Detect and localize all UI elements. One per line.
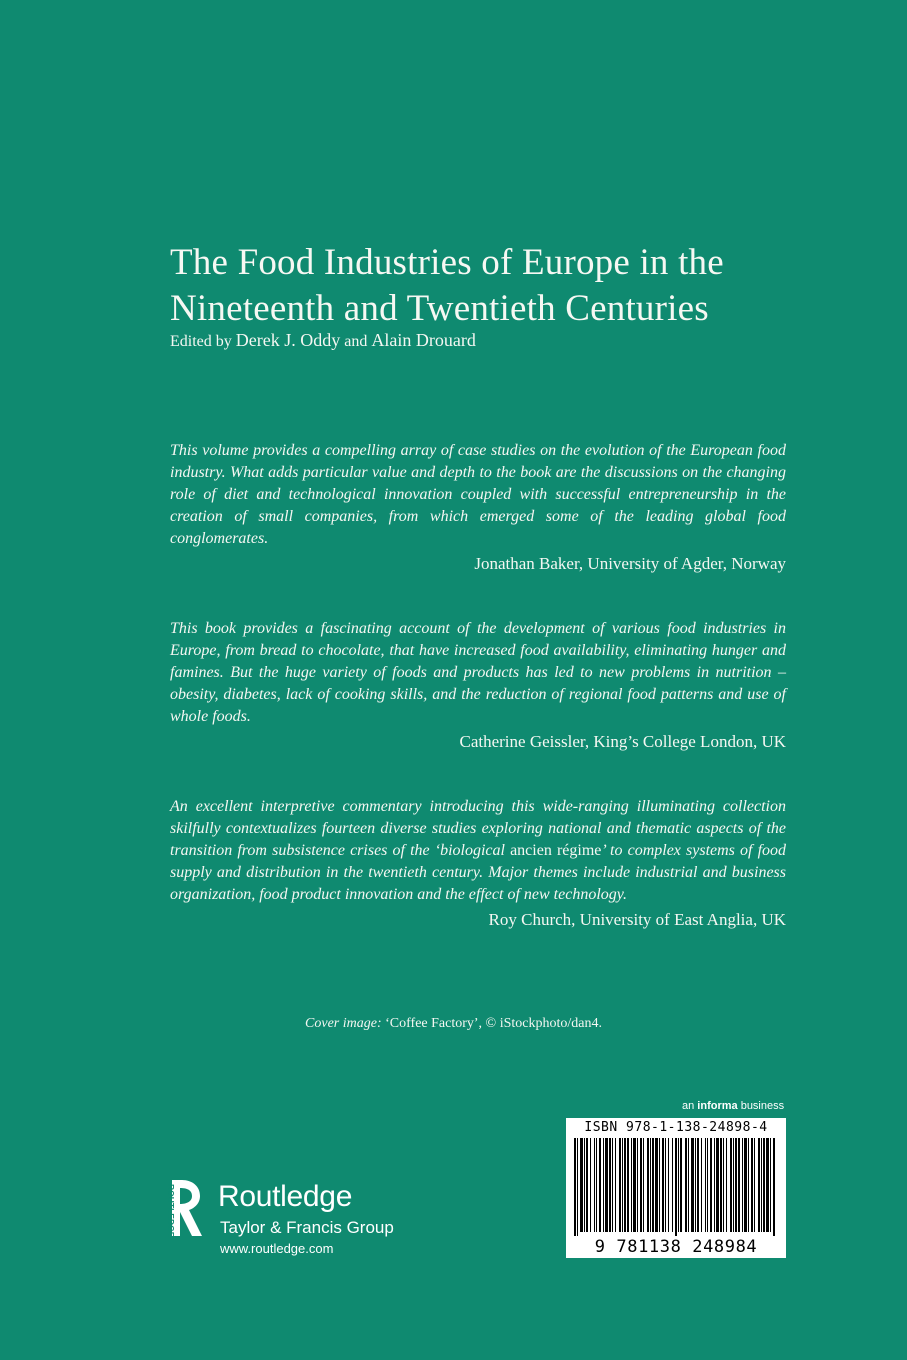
barcode-bar: [738, 1138, 740, 1232]
barcode-bar: [761, 1138, 762, 1232]
barcode-bar: [763, 1138, 765, 1232]
review-author: Catherine Geissler, King’s College London, UK: [459, 732, 786, 751]
barcode-bar: [766, 1138, 769, 1232]
barcode-bar: [754, 1138, 755, 1232]
barcode-bar: [730, 1138, 732, 1232]
cover-credit-text: ‘Coffee Factory’, © iStockphoto/dan4.: [381, 1016, 602, 1031]
isbn-label: ISBN 978-1-138-24898-4: [584, 1120, 768, 1135]
barcode-bar: [758, 1138, 760, 1232]
barcode-bar: [612, 1138, 613, 1232]
routledge-r-icon: [162, 1176, 210, 1248]
editor-1: Derek J. Oddy: [235, 330, 341, 350]
book-title: [170, 240, 850, 332]
ean-number: 9 781138 248984: [594, 1237, 758, 1257]
barcode-bar: [770, 1138, 771, 1232]
barcode-bar: [580, 1138, 583, 1232]
barcode-bar: [640, 1138, 642, 1232]
barcode-bar: [726, 1138, 727, 1232]
barcode-bar: [710, 1138, 712, 1232]
review-1: [170, 440, 786, 576]
barcode-bar: [605, 1138, 608, 1232]
barcode-bar: [637, 1138, 638, 1232]
barcode-bar: [584, 1138, 585, 1232]
review-quote-part-c: ’ to complex systems of food supply and distribution in the twentieth century. Major themes include industrial and business organization, food product innovation and the effect of new technology.: [170, 842, 787, 903]
title-line-2: Nineteenth and Twentieth Centuries: [170, 288, 709, 329]
barcode-bar: [748, 1138, 749, 1232]
cover-credit-label: Cover image:: [305, 1016, 382, 1031]
barcode-bar: [691, 1138, 694, 1232]
review-quote: This book provides a fascinating account of the development of various food industries in Europe, from bread to chocolate, that have increased food availability, eliminating hunger and famines. But the huge variety of foods and products has led to new problems in nutrition – obesity, diabetes, lack of cooking skills, and the reduction of regional food patterns and use of whole foods.: [170, 620, 786, 725]
review-author: Roy Church, University of East Anglia, UK: [488, 910, 786, 929]
barcode-bar: [609, 1138, 611, 1232]
barcode-bar: [596, 1138, 597, 1232]
routledge-vertical-text: ROUTLEDGE: [166, 1184, 176, 1238]
barcode-bar: [716, 1138, 719, 1232]
barcode-bar: [707, 1138, 708, 1232]
barcode-bar: [624, 1138, 626, 1232]
barcode-bar: [586, 1138, 588, 1232]
informa-suffix: business: [737, 1100, 785, 1112]
barcode-bar: [688, 1138, 689, 1232]
barcode-bar: [643, 1138, 644, 1232]
isbn-barcode: [566, 1118, 786, 1258]
barcode-bar: [714, 1138, 715, 1232]
review-quote-part-b: ancien régime: [510, 842, 602, 859]
barcode-bar: [665, 1138, 666, 1232]
barcode-bar: [631, 1138, 632, 1232]
barcode-bar: [742, 1138, 743, 1232]
informa-prefix: an: [682, 1100, 698, 1112]
barcode-bar: [751, 1138, 753, 1232]
barcode-bar: [650, 1138, 651, 1232]
barcode-bar: [655, 1138, 658, 1232]
barcode-bar: [744, 1138, 747, 1232]
barcode-bar: [574, 1138, 576, 1236]
barcode-bar: [619, 1138, 621, 1232]
barcode-bar: [705, 1138, 706, 1232]
review-2: [170, 618, 786, 754]
barcode-bar: [685, 1138, 687, 1232]
barcode-bar: [735, 1138, 737, 1232]
barcode-bar: [627, 1138, 629, 1232]
barcode-bar: [668, 1138, 669, 1232]
title-line-1: The Food Industries of Europe in the: [170, 242, 724, 283]
barcode-bar: [603, 1138, 604, 1232]
barcode-bar: [697, 1138, 699, 1232]
informa-bold: informa: [697, 1100, 738, 1112]
barcode-bar: [695, 1138, 696, 1232]
barcode-bar: [622, 1138, 623, 1232]
review-quote: This volume provides a compelling array of case studies on the evolution of the European food industry. What adds particular value and depth to the book are the discussions on the changing role of diet and technological innovation coupled with successful entrepreneurship in the creation of small companies, from which emerged some of the leading global food conglomerates.: [170, 442, 786, 547]
editors-and: and: [344, 333, 368, 350]
barcode-bar: [701, 1138, 702, 1232]
publisher-url: www.routledge.com: [220, 1241, 334, 1256]
barcode-bar: [773, 1138, 775, 1236]
barcode-bar: [733, 1138, 734, 1232]
barcode-bar: [590, 1138, 591, 1232]
barcode-bar: [680, 1138, 682, 1232]
barcode-bar: [659, 1138, 660, 1232]
barcode-bar: [633, 1138, 636, 1232]
barcode-bar: [647, 1138, 649, 1232]
review-3: [170, 796, 786, 932]
barcode-bars: [572, 1138, 780, 1236]
barcode-bar: [662, 1138, 664, 1232]
informa-business-tag: [682, 1100, 784, 1112]
barcode-bar: [720, 1138, 722, 1232]
review-quote: [170, 796, 786, 906]
cover-image-credit: [0, 1016, 907, 1032]
barcode-bar: [577, 1138, 578, 1236]
review-quote-part-a: An excellent interpretive commentary introducing this wide-ranging illuminating collection skilfully contextualizes fourteen diverse studies exploring national and thematic aspects of the transition from subsistence crises of the ‘biological: [170, 798, 786, 859]
edited-by-label: Edited by: [170, 333, 232, 350]
publisher-group: Taylor & Francis Group: [220, 1218, 394, 1237]
barcode-bar: [615, 1138, 616, 1232]
barcode-bar: [594, 1138, 595, 1232]
barcode-bar: [672, 1138, 673, 1232]
editors-line: [170, 329, 476, 353]
editor-2: Alain Drouard: [371, 330, 476, 350]
barcode-bar: [599, 1138, 601, 1232]
review-author: Jonathan Baker, University of Agder, Norway: [474, 554, 786, 573]
barcode-bar: [675, 1138, 677, 1236]
barcode-bar: [678, 1138, 679, 1232]
publisher-name: Routledge: [218, 1180, 353, 1213]
barcode-bar: [723, 1138, 724, 1232]
barcode-bar: [652, 1138, 654, 1232]
